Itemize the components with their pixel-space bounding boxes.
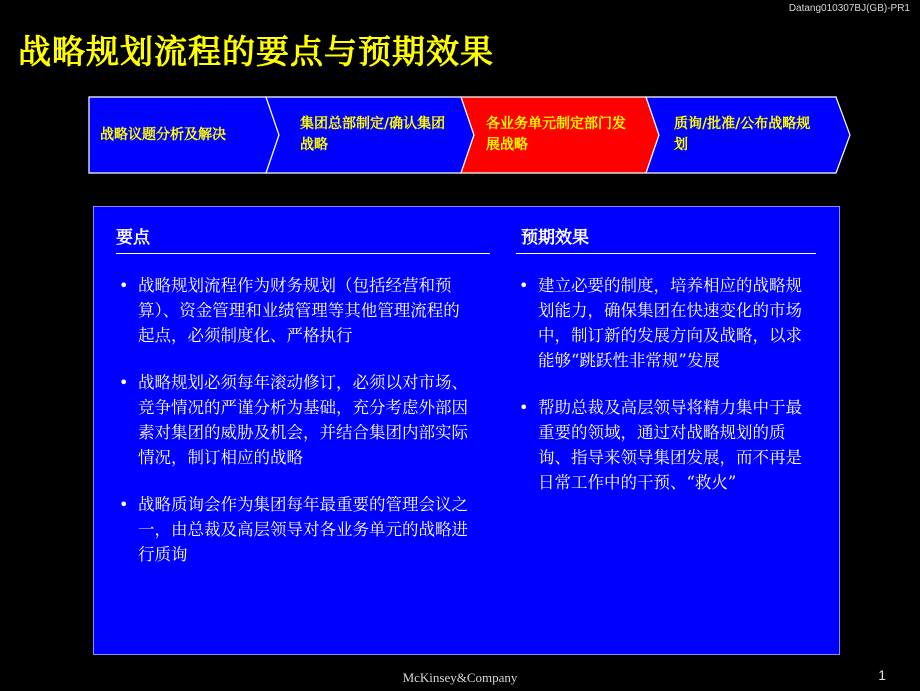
key-points-heading: 要点: [116, 228, 150, 248]
expected-effects-heading: 预期效果: [521, 228, 589, 248]
page-title: 战略规划流程的要点与预期效果: [18, 32, 494, 71]
document-id: Datang010307BJ(GB)-PR1: [788, 3, 910, 14]
content-panel: [93, 206, 840, 655]
list-item: • 战略规划流程作为财务规划（包括经营和预算）、资金管理和业绩管理等其他管理流程的起点，必须制度化、严格执行: [116, 273, 468, 348]
list-item: • 建立必要的制度，培养相应的战略规划能力，确保集团在快速变化的市场中，制订新的发展方向及战略，以求能够“跳跃性非常规”发展: [516, 273, 816, 373]
list-item: • 战略规划必须每年滚动修订，必须以对市场、竞争情况的严谨分析为基础，充分考虑外部因素对集团的威胁及机会，并结合集团内部实际情况，制订相应的战略: [116, 370, 468, 470]
expected-effects-list: [516, 273, 816, 517]
step-3-label: 各业务单元制定部门发展战略: [486, 116, 626, 153]
expected-effects-divider: [516, 253, 816, 254]
step-2-label: 集团总部制定/确认集团战略: [300, 116, 446, 153]
process-flow: [88, 96, 852, 174]
page-number: 1: [878, 667, 886, 683]
bullet-icon: •: [119, 276, 129, 295]
bullet-icon: •: [119, 373, 129, 392]
bullet-icon: •: [519, 398, 529, 417]
bullet-icon: •: [519, 276, 529, 295]
step-4-label: 质询/批准/公布战略规划: [674, 116, 811, 153]
list-item: • 帮助总裁及高层领导将精力集中于最重要的领域，通过对战略规划的质询、指导来领导集团发展，而不再是日常工作中的干预、“救火”: [516, 395, 816, 495]
key-points-list: [116, 273, 468, 589]
list-item: • 战略质询会作为集团每年最重要的管理会议之一，由总裁及高层领导对各业务单元的战略进行质询: [116, 492, 468, 567]
bullet-icon: •: [119, 495, 129, 514]
step-1-label: 战略议题分析及解决: [100, 126, 226, 143]
key-points-divider: [116, 253, 490, 254]
footer-brand-logo: McKinsey&Company: [402, 670, 518, 685]
